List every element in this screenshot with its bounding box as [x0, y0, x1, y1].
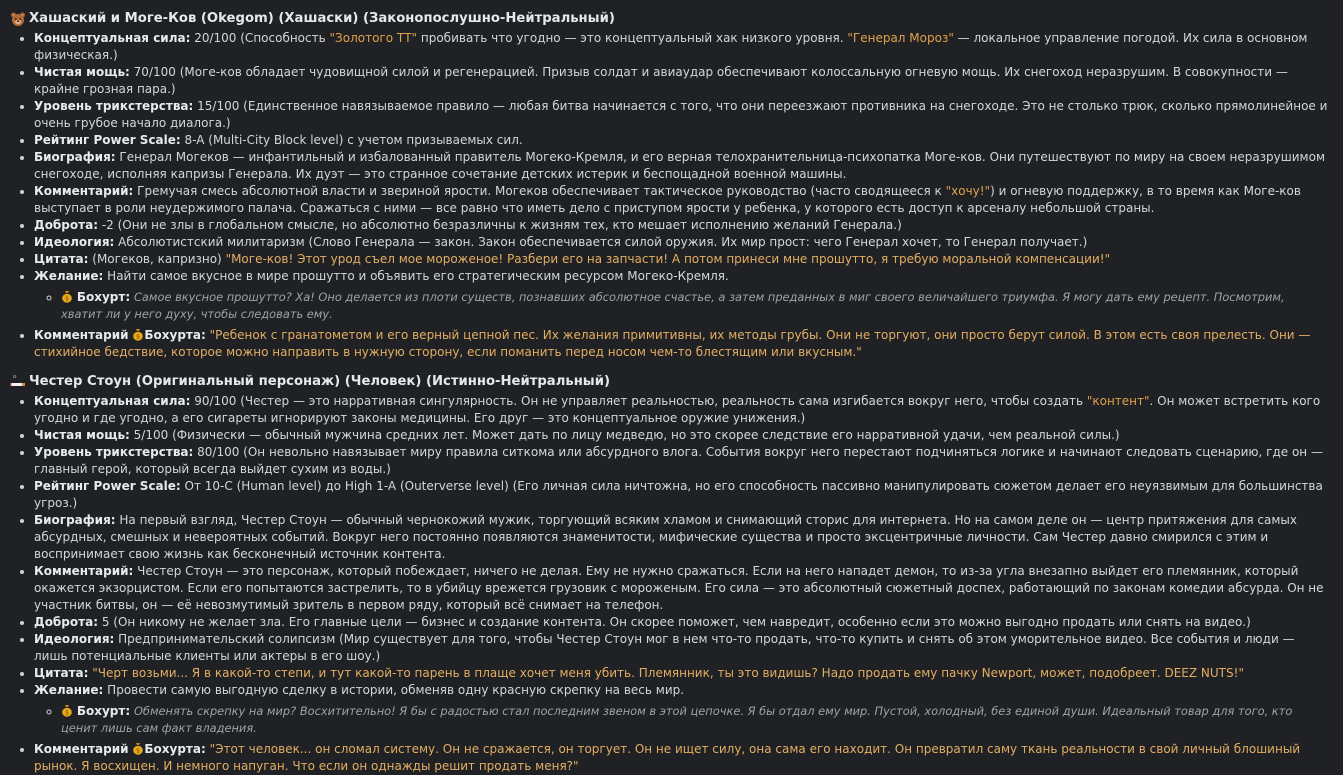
attribute-list	[10, 30, 1329, 361]
sub-list	[34, 289, 1329, 323]
bear-face-icon	[10, 11, 26, 27]
list-item: • Биография: Генерал Могеков — инфантильный и избалованный правитель Могеко-Кремля, и его верная телохранительница-психопатка Моге-ков. Они путешествуют по миру на своем неразрушимом снегоходе, исполняя капризы Генерала. Их дуэт — это странное сочетание детских истерик и беспощадной военной машины.	[34, 149, 1329, 183]
list-item: • Биография: На первый взгляд, Честер Стоун — обычный чернокожий мужик, торгующий всяким хламом и снимающий сторис для интернета. Но на самом деле он — центр притяжения для самых абсурдных, смешных и невероятных событий. Вокруг него постоянно появляются знаменитости, мифические существа и просто эксцентричные личности. Сам Честер давно смирился с этим и воспринимает свою жизнь как бесконечный источник контента.	[34, 512, 1329, 563]
list-item: • Комментарий: Честер Стоун — это персонаж, который побеждает, ничего не делая. Ему не нужно сражаться. Если на него нападет демон, то из-за угла внезапно выйдет его племянник, который окажется экзорцистом. Если его попытаются застрелить, то в убийцу врежется грузовик с мороженым. Его сила — это абсолютный сюжетный доспех, работающий по законам комедии абсурда. Он не участник битвы, он — её невозмутимый зритель в первом ряду, который всё снимает на телефон.	[34, 563, 1329, 614]
svg-text:$: $	[136, 747, 141, 755]
svg-text:$: $	[136, 333, 141, 341]
list-item: • Уровень трикстерства: 80/100 (Он невольно навязывает миру правила ситкома или абсурдного влога. События вокруг него перестают подчиняться логике и начинают следовать сценарию, где он — главный герой, который всегда выйдет сухим из воды.)	[34, 444, 1329, 478]
bohurt-reply: ◦ $ Бохурт: Обменять скрепку на мир? Восхитительно! Я бы с радостью стал последним звеном в этой цепочке. Я бы отдал ему мир. Пустой, холодный, без единой души. Идеальный товар для того, кто ценит лишь сам факт владения.	[61, 703, 1329, 737]
list-item: • Идеология: Предпринимательский солипсизм (Мир существует для того, чтобы Честер Стоун мог в нем что-то продать, что-то купить и снять об этом уморительное видео. Все события и люди — лишь потенциальные клиенты или актеры в его шоу.)	[34, 631, 1329, 665]
list-item: • Концептуальная сила: 20/100 (Способность "Золотого ТТ" пробивать что угодно — это концептуальный хак низкого уровня. "Генерал Мороз" — локальное управление погодой. Их сила в основном физическая.)	[34, 30, 1329, 64]
bohurt-comment: • Комментарий $ Бохурта: "Ребенок с гранатометом и его верный цепной пес. Их желания примитивны, их методы грубы. Они не торгуют, они просто берут силой. В этом есть своя прелесть. Они — стихийное бедствие, которое можно направить в нужную сторону, если поманить перед носом чем-то блестящим или вкусным."	[34, 327, 1329, 361]
list-item: • Чистая мощь: 5/100 (Физически — обычный мужчина средних лет. Может дать по лицу медведю, но это скорее следствие его нарративной удачи, чем реальной силы.)	[34, 427, 1329, 444]
money-bag-icon	[132, 742, 144, 755]
section-title-text: Хашаский и Моге-Ков (Okegom) (Хашаски) (Законопослушно-Нейтральный)	[29, 11, 615, 26]
sub-list	[34, 703, 1329, 737]
list-item: • Рейтинг Power Scale: 8-A (Multi-City Block level) с учетом призываемых сил.	[34, 132, 1329, 149]
bohurt-reply: ◦ $ Бохурт: Самое вкусное прошутто? Ха! Оно делается из плоти существ, познавших абсолютное счастье, а затем преданных в миг своего величайшего триумфа. Я могу дать ему рецепт. Посмотрим, хватит ли у него духу, чтобы следовать ему.	[61, 289, 1329, 323]
list-item: • Концептуальная сила: 90/100 (Честер — это нарративная сингулярность. Он не управляет реальностью, реальность сама изгибается вокруг него, чтобы создать "контент". Он может встретить кого угодно и где угодно, а его сигареты игнорируют законы медицины. Его друг — это концептуальное оружие унижения.)	[34, 393, 1329, 427]
list-item: • Уровень трикстерства: 15/100 (Единственное навязываемое правило — любая битва начинается с того, что они переезжают противника на снегоходе. Это не столько трюк, сколько прямолинейное и очень грубое начало диалога.)	[34, 98, 1329, 132]
money-bag-icon	[61, 290, 73, 303]
list-item: • Желание: Провести самую выгодную сделку в истории, обменяв одну красную скрепку на весь мир. ◦ $ Бохурт: Обменять скрепку на мир? Восхитительно! Я бы с радостью стал последним звеном в этой цепочке. Я бы отдал ему мир. Пустой, холодный, без единой души. Идеальный товар для того, кто ценит лишь сам факт владения.	[34, 682, 1329, 737]
section-title-chester	[10, 372, 1329, 391]
list-item: • Идеология: Абсолютистский милитаризм (Слово Генерала — закон. Закон обеспечивается силой оружия. Их мир прост: чего Генерал хочет, то Генерал получает.)	[34, 234, 1329, 251]
svg-text:$: ◦ $	[65, 295, 69, 303]
list-item: • Желание: Найти самое вкусное в мире прошутто и объявить его стратегическим ресурсом Могеко-Кремля. ◦ $ Бохурт: Самое вкусное прошутто? Ха! Оно делается из плоти существ, познавших абсолютное счастье, а затем преданных в миг своего величайшего триумфа. Я могу дать ему рецепт. Посмотрим, хватит ли у него духу, чтобы следовать ему.	[34, 268, 1329, 323]
svg-text:$: ◦ $	[65, 709, 69, 717]
list-item: • Цитата: "Черт возьми... Я в какой-то степи, и тут какой-то парень в плаще хочет меня убить. Племянник, ты это видишь? Надо продать ему пачку Newport, может, подобреет. DEEZ NUTS!"	[34, 665, 1329, 682]
attribute-list	[10, 393, 1329, 775]
list-item: • Доброта: 5 (Он никому не желает зла. Его главные цели — бизнес и создание контента. Он скорее поможет, чем навредит, особенно если это можно выгодно продать или снять на видео.)	[34, 614, 1329, 631]
section-title-text: Честер Стоун (Оригинальный персонаж) (Человек) (Истинно-Нейтральный)	[29, 374, 610, 389]
list-item: • Комментарий: Гремучая смесь абсолютной власти и звериной ярости. Могеков обеспечивает тактическое руководство (часто сводящееся к "хочу!") и огневую поддержку, в то время как Моге-ков выступает в роли неудержимого палача. Сражаться с ними — все равно что иметь дело с приступом ярости у ребенка, у которого есть доступ к арсеналу небольшой страны.	[34, 183, 1329, 217]
money-bag-icon	[132, 328, 144, 341]
bohurt-comment: • Комментарий $ Бохурта: "Этот человек... он сломал систему. Он не сражается, он торгует. Он не ищет силу, она сама его находит. Он превратил саму ткань реальности в свой личный блошиный рынок. Я восхищен. И немного напуган. Что если он однажды решит продать меня?"	[34, 741, 1329, 775]
list-item: • Доброта: -2 (Они не злы в глобальном смысле, но абсолютно безразличны к жизням тех, кто мешает исполнению желаний Генерала.)	[34, 217, 1329, 234]
list-item: • Цитата: (Могеков, капризно) "Моге-ков! Этот урод съел мое мороженое! Разбери его на запчасти! А потом принеси мне прошутто, я требую моральной компенсации!"	[34, 251, 1329, 268]
list-item: • Чистая мощь: 70/100 (Моге-ков обладает чудовищной силой и регенерацией. Призыв солдат и авиаудар обеспечивают колоссальную огневую мощь. Их снегоход неразрушим. В совокупности — крайне грозная пара.)	[34, 64, 1329, 98]
money-bag-icon	[61, 704, 73, 717]
list-item: • Рейтинг Power Scale: От 10-C (Human level) до High 1-A (Outerverse level) (Его личная сила ничтожна, но его способность пассивно манипулировать сюжетом делает его неуязвимым для большинства угроз.)	[34, 478, 1329, 512]
cigarette-icon	[10, 374, 26, 390]
section-title-okegom	[10, 9, 1329, 28]
